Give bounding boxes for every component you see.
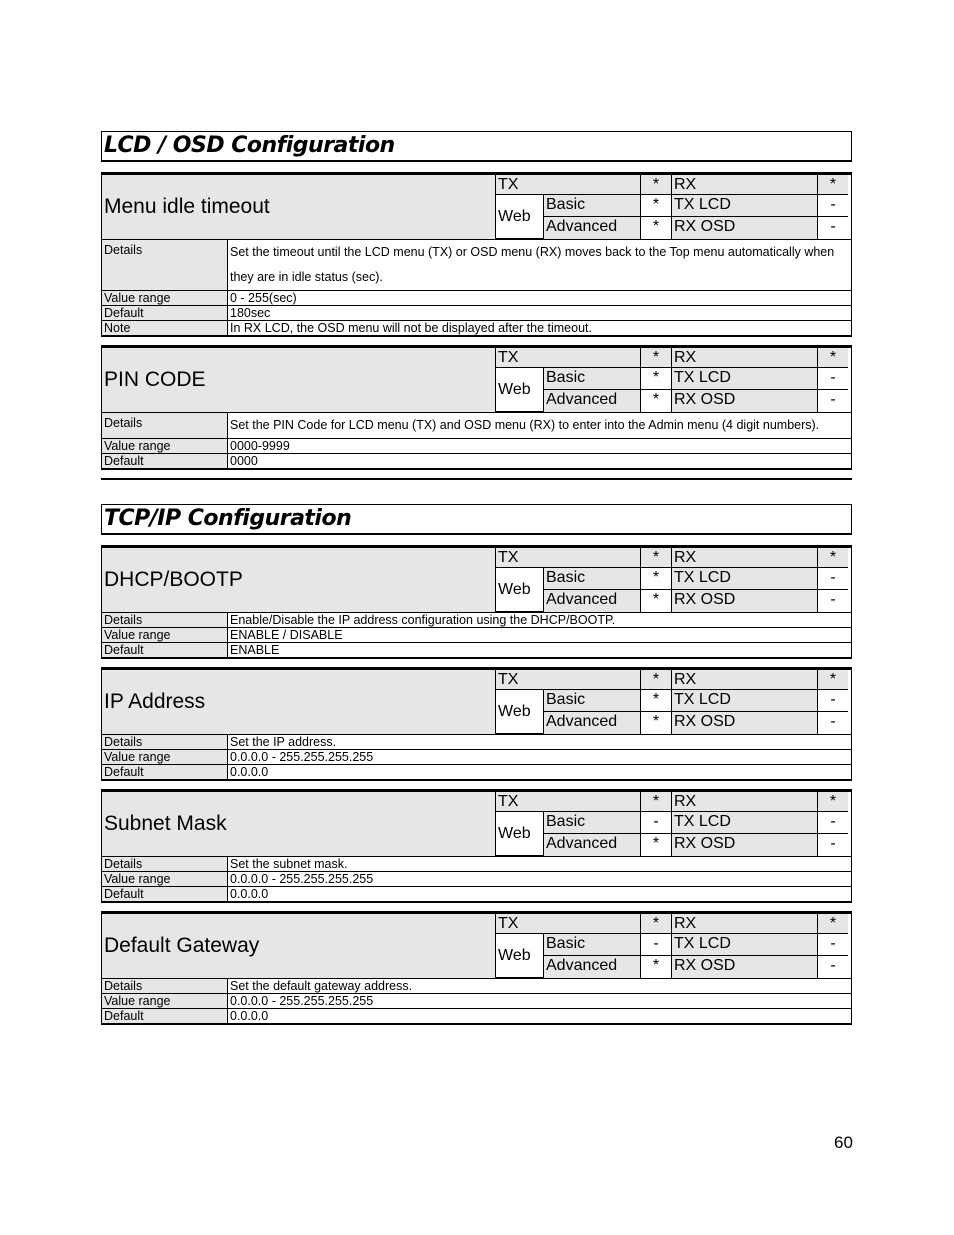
tx-mark: * <box>641 548 672 568</box>
detail-row <box>102 735 851 750</box>
setting-header <box>102 914 851 979</box>
tx-label: TX <box>496 792 641 812</box>
detail-key: Default <box>102 1009 228 1023</box>
rx-osd-mark: - <box>818 712 848 734</box>
rx-mark: * <box>818 175 848 195</box>
detail-row <box>102 240 851 291</box>
web-label: Web <box>496 812 544 856</box>
advanced-mark: * <box>641 217 672 239</box>
setting-entry <box>101 667 852 781</box>
tx-mark: * <box>641 914 672 934</box>
rx-osd-mark: - <box>818 956 848 978</box>
web-label: Web <box>496 568 544 612</box>
rx-osd-label: RX OSD <box>672 834 818 856</box>
tx-mark: * <box>641 670 672 690</box>
access-matrix <box>496 348 851 412</box>
detail-key: Details <box>102 240 228 290</box>
detail-row <box>102 321 851 335</box>
tx-label: TX <box>496 914 641 934</box>
access-matrix <box>496 670 851 734</box>
tx-mark: * <box>641 348 672 368</box>
basic-mark: * <box>641 568 672 590</box>
rx-label: RX <box>672 175 818 195</box>
rx-label: RX <box>672 348 818 368</box>
detail-row <box>102 857 851 872</box>
detail-row <box>102 643 851 657</box>
tx-lcd-label: TX LCD <box>672 934 818 956</box>
advanced-label: Advanced <box>544 956 641 978</box>
detail-value: Set the IP address. <box>230 735 337 749</box>
tx-lcd-mark: - <box>818 195 848 217</box>
detail-value: 0.0.0.0 - 255.255.255.255 <box>230 872 374 886</box>
detail-row <box>102 765 851 779</box>
basic-mark: * <box>641 195 672 217</box>
tx-lcd-mark: - <box>818 368 848 390</box>
advanced-mark: * <box>641 590 672 612</box>
basic-label: Basic <box>544 195 641 217</box>
tx-lcd-mark: - <box>818 934 848 956</box>
detail-key: Default <box>102 765 228 779</box>
detail-row <box>102 291 851 306</box>
detail-row <box>102 439 851 454</box>
advanced-mark: * <box>641 390 672 412</box>
setting-entry <box>101 911 852 1025</box>
detail-value: Set the timeout until the LCD menu (TX) or OSD menu (RX) moves back to the Top menu automatically when they are in idle status (sec). <box>230 245 835 284</box>
detail-key: Details <box>102 735 228 749</box>
setting-entry <box>101 345 852 470</box>
rx-osd-label: RX OSD <box>672 956 818 978</box>
setting-name: Subnet Mask <box>102 792 496 856</box>
detail-value: 0 - 255(sec) <box>230 291 297 305</box>
section-title: TCP/IP Configuration <box>101 504 852 535</box>
basic-label: Basic <box>544 568 641 590</box>
rx-mark: * <box>818 548 848 568</box>
detail-value: Set the PIN Code for LCD menu (TX) and OSD menu (RX) to enter into the Admin menu (4 digit numbers). <box>230 418 820 432</box>
detail-row <box>102 613 851 628</box>
basic-label: Basic <box>544 934 641 956</box>
spacer <box>101 535 852 545</box>
setting-header <box>102 792 851 857</box>
detail-value: Enable/Disable the IP address configuration using the DHCP/BOOTP. <box>230 613 616 627</box>
setting-name: Default Gateway <box>102 914 496 978</box>
rx-mark: * <box>818 670 848 690</box>
web-label: Web <box>496 368 544 412</box>
tx-label: TX <box>496 348 641 368</box>
tx-mark: * <box>641 792 672 812</box>
detail-value: 0.0.0.0 - 255.255.255.255 <box>230 750 374 764</box>
rx-label: RX <box>672 914 818 934</box>
tx-label: TX <box>496 670 641 690</box>
detail-key: Value range <box>102 291 228 305</box>
section-divider <box>101 478 852 480</box>
access-matrix <box>496 175 851 239</box>
rx-osd-mark: - <box>818 834 848 856</box>
advanced-label: Advanced <box>544 390 641 412</box>
advanced-mark: * <box>641 834 672 856</box>
web-label: Web <box>496 690 544 734</box>
tx-lcd-label: TX LCD <box>672 690 818 712</box>
basic-mark: - <box>641 812 672 834</box>
advanced-mark: * <box>641 956 672 978</box>
basic-mark: * <box>641 368 672 390</box>
rx-mark: * <box>818 792 848 812</box>
detail-value: 0000-9999 <box>230 439 290 453</box>
detail-row <box>102 750 851 765</box>
advanced-label: Advanced <box>544 834 641 856</box>
document-page <box>101 131 852 1033</box>
rx-osd-label: RX OSD <box>672 217 818 239</box>
detail-value: In RX LCD, the OSD menu will not be displayed after the timeout. <box>230 321 592 335</box>
rx-mark: * <box>818 348 848 368</box>
detail-value: 0.0.0.0 <box>230 765 269 779</box>
spacer <box>101 162 852 172</box>
detail-row <box>102 872 851 887</box>
advanced-label: Advanced <box>544 590 641 612</box>
setting-entry <box>101 789 852 903</box>
detail-row <box>102 628 851 643</box>
basic-label: Basic <box>544 368 641 390</box>
detail-key: Default <box>102 454 228 468</box>
tx-label: TX <box>496 548 641 568</box>
detail-value: ENABLE <box>230 643 280 657</box>
advanced-label: Advanced <box>544 712 641 734</box>
detail-key: Note <box>102 321 228 335</box>
detail-key: Default <box>102 643 228 657</box>
basic-label: Basic <box>544 812 641 834</box>
detail-key: Details <box>102 613 228 627</box>
rx-osd-label: RX OSD <box>672 712 818 734</box>
rx-label: RX <box>672 792 818 812</box>
setting-entry <box>101 172 852 337</box>
setting-header <box>102 548 851 613</box>
detail-value: 0000 <box>230 454 258 468</box>
page-number: 60 <box>834 1133 853 1152</box>
setting-header <box>102 348 851 413</box>
detail-value: Set the default gateway address. <box>230 979 413 993</box>
tx-lcd-mark: - <box>818 812 848 834</box>
detail-key: Value range <box>102 439 228 453</box>
rx-mark: * <box>818 914 848 934</box>
detail-key: Default <box>102 306 228 320</box>
detail-key: Value range <box>102 750 228 764</box>
detail-row <box>102 887 851 901</box>
web-label: Web <box>496 934 544 978</box>
detail-row <box>102 1009 851 1023</box>
rx-osd-mark: - <box>818 217 848 239</box>
detail-row <box>102 454 851 468</box>
detail-key: Default <box>102 887 228 901</box>
detail-key: Details <box>102 857 228 871</box>
rx-osd-mark: - <box>818 390 848 412</box>
detail-key: Value range <box>102 628 228 642</box>
access-matrix <box>496 792 851 856</box>
rx-osd-mark: - <box>818 590 848 612</box>
detail-key: Details <box>102 979 228 993</box>
access-matrix <box>496 548 851 612</box>
tx-lcd-label: TX LCD <box>672 568 818 590</box>
rx-label: RX <box>672 670 818 690</box>
detail-key: Value range <box>102 872 228 886</box>
detail-value: 180sec <box>230 306 271 320</box>
detail-value: 0.0.0.0 <box>230 887 269 901</box>
tx-lcd-label: TX LCD <box>672 368 818 390</box>
basic-label: Basic <box>544 690 641 712</box>
rx-osd-label: RX OSD <box>672 590 818 612</box>
web-label: Web <box>496 195 544 239</box>
detail-row <box>102 979 851 994</box>
tx-mark: * <box>641 175 672 195</box>
detail-value: 0.0.0.0 - 255.255.255.255 <box>230 994 374 1008</box>
rx-osd-label: RX OSD <box>672 390 818 412</box>
detail-row <box>102 306 851 321</box>
detail-row <box>102 994 851 1009</box>
setting-header <box>102 175 851 240</box>
basic-mark: * <box>641 690 672 712</box>
basic-mark: - <box>641 934 672 956</box>
setting-name: Menu idle timeout <box>102 175 496 239</box>
rx-label: RX <box>672 548 818 568</box>
advanced-label: Advanced <box>544 217 641 239</box>
detail-key: Details <box>102 413 228 438</box>
tx-lcd-label: TX LCD <box>672 812 818 834</box>
setting-name: DHCP/BOOTP <box>102 548 496 612</box>
setting-entry <box>101 545 852 659</box>
advanced-mark: * <box>641 712 672 734</box>
detail-key: Value range <box>102 994 228 1008</box>
setting-name: IP Address <box>102 670 496 734</box>
tx-lcd-label: TX LCD <box>672 195 818 217</box>
detail-value: Set the subnet mask. <box>230 857 348 871</box>
tx-lcd-mark: - <box>818 568 848 590</box>
detail-value: 0.0.0.0 <box>230 1009 269 1023</box>
tx-label: TX <box>496 175 641 195</box>
setting-header <box>102 670 851 735</box>
setting-name: PIN CODE <box>102 348 496 412</box>
section-title: LCD / OSD Configuration <box>101 131 852 162</box>
detail-value: ENABLE / DISABLE <box>230 628 343 642</box>
tx-lcd-mark: - <box>818 690 848 712</box>
detail-row <box>102 413 851 439</box>
access-matrix <box>496 914 851 978</box>
